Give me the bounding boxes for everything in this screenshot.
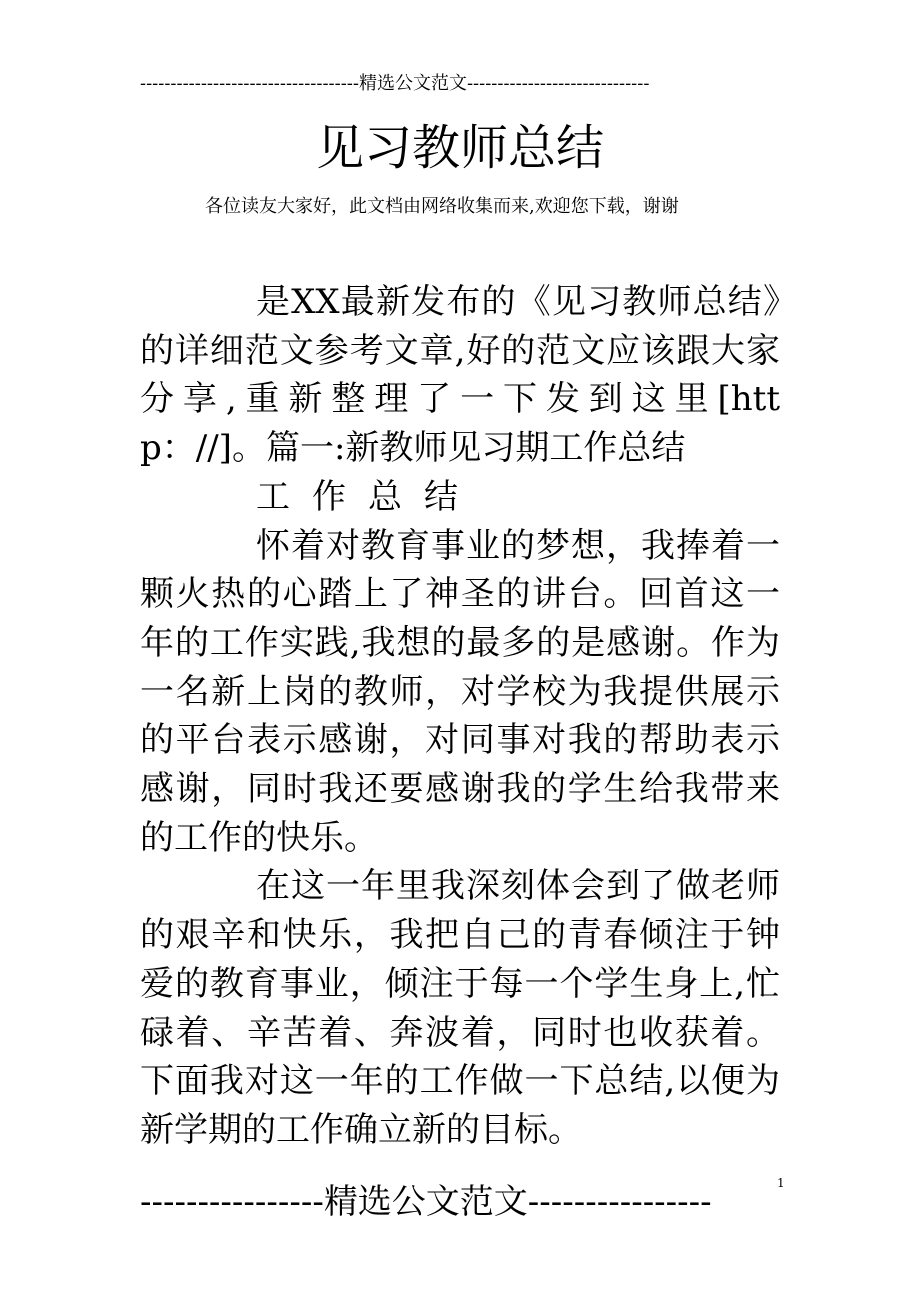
section-heading: 工作总结 (256, 476, 480, 517)
body-paragraph: 在这一年里我深刻体会到了做老师的艰辛和快乐，我把自己的青春倾注于钟爱的教育事业，倾注于每一个学生身上,忙碌着、辛苦着、奔波着，同时也收获着。下面我对这一年的工作做一下总结,以便为新学期的工作确立新的目标。 (140, 866, 780, 1150)
greeting-line: 各位读友大家好，此文档由网络收集而来,欢迎您下载，谢谢 (205, 196, 679, 217)
page-number: 1 (777, 1176, 785, 1190)
document-title: 见习教师总结 (315, 120, 604, 176)
body-paragraph-intro: 是XX最新发布的《见习教师总结》的详细范文参考文章,好的范文应该跟大家分享,重新整理了一下发到这里[http：//]。篇一:新教师见习期工作总结 (140, 282, 780, 469)
header-banner: ------------------------------------精选公文范文------------------------------ (140, 73, 650, 94)
footer-banner: ----------------精选公文范文---------------- (140, 1182, 712, 1222)
body-paragraph: 怀着对教育事业的梦想，我捧着一颗火热的心踏上了神圣的讲台。回首这一年的工作实践,我想的最多的是感谢。作为一名新上岗的教师，对学校为我提供展示的平台表示感谢，对同事对我的帮助表示感谢，同时我还要感谢我的学生给我带来的工作的快乐。 (140, 525, 780, 858)
document-body (140, 278, 780, 1155)
